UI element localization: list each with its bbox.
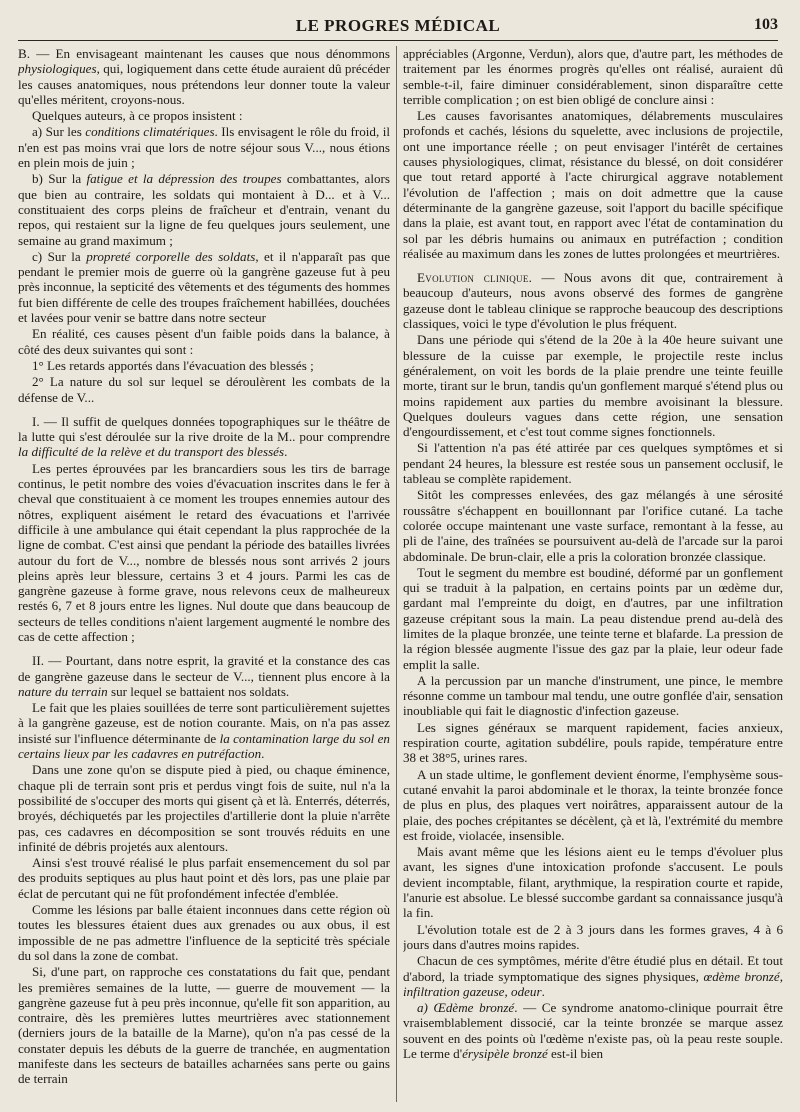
running-header <box>18 10 778 41</box>
paragraph: Quelques auteurs, à ce propos insistent : <box>32 108 243 124</box>
paragraph: Dans une période qui s'étend de la 20e à la 40e heure suivant une blessure de la cuisse par exemple, le projectile reste inclus généralement, on voit les bords de la plaie prendre une teinte feuille morte, tirant sur le brun, tandis qu'un gonflement marqué s'étend plus ou moins rapidement aux parties du membre avoisinant la blessure. Quelques douleurs vagues dans cette région, une sensation d'engourdissement, et c'est tout comme signes fonctionnels. <box>403 332 783 440</box>
list-item: 2° La nature du sol sur lequel se déroulèrent les combats de la défense de V... <box>18 374 390 405</box>
list-item: c) Sur la propreté corporelle des soldats, et il n'apparaît pas que pendant le premier mois de guerre où la gangrène gazeuse fut à peu près inconnue, la septicité des vêtements et des téguments des hommes fut bien différente de celle des troupes fraîchement habillées, douchées et lavées pour venir se battre dans notre secteur <box>18 248 390 326</box>
journal-title: LE PROGRES MÉDICAL <box>295 16 501 35</box>
paragraph: Le fait que les plaies souillées de terre sont particulièrement sujettes à la gangrène gazeuse, est de notion courante. Mais, on n'a pas assez insisté sur l'influence déterminante de la contamination large du sol en certains lieux par les cadavres en putréfaction. <box>18 700 390 762</box>
paragraph: appréciables (Argonne, Verdun), alors que, d'autre part, les méthodes de traitement par les énormes progrès qu'elles ont réalisé, auraient dû semble-t-il, faire diminuer considérablement, sinon disparaître cette terrible complication ; on est bien obligé de conclure ainsi : <box>403 46 783 107</box>
list-item: 1° Les retards apportés dans l'évacuation des blessés ; <box>32 357 314 373</box>
paragraph: Dans une zone qu'on se dispute pied à pied, ou chaque éminence, chaque pli de terrain sont pris et perdus vingt fois de suite, nul n'a la possibilité de s'occuper des morts qui gisent çà et là. Enterrés, déterrés, broyés, déchiquetés par les projectiles d'artillerie dont la pluie n'arrête pas, ces cadavres en décomposition se sont trouvés réduits en une infinité de débris projetés aux alentours. <box>18 762 390 854</box>
paragraph: A un stade ultime, le gonflement devient énorme, l'emphysème sous-cutané envahit la paroi abdominale et le thorax, la teinte bronzée fonce de plus en plus, des plaques vert noirâtres, apparaissent autour de la plaie, des poches crépitantes se décèlent, çà et là, l'extrémité du membre est froide, violacée, insensible. <box>403 766 783 843</box>
paragraph: a) Œdème bronzé. — Ce syndrome anatomo-clinique pourrait être vraisemblablement dissocié, car la teinte bronzée se marque assez souvent en des points où l'œdème n'existe pas, où la peau reste souple. Le terme d'érysipèle bronzé est-il bien <box>403 1000 783 1061</box>
paragraph: Les signes généraux se marquent rapidement, facies anxieux, respiration courte, agitation subdélire, pouls rapide, température entre 38 et 38°5, urines rares. <box>403 719 783 766</box>
paragraph: Comme les lésions par balle étaient inconnues dans cette région où toutes les blessures étaient dues aux grenades ou aux obus, il est impossible de ne pas admettre l'influence de la septicité très spéciale du sol dans la zone de combat. <box>18 902 390 963</box>
section-heading-paragraph: I. — Il suffit de quelques données topographiques sur le théâtre de la lutte qui s'est déroulée sur la rive droite de la M.. pour comprendre la difficulté de la relève et du transport des blessés. <box>18 413 390 460</box>
paragraph: Les causes favorisantes anatomiques, délabrements musculaires profonds et cachés, lésions du squelette, avec inclusions de projectile, ont une importance réelle ; on peut envisager l'intérêt de certaines causes physiologiques, climat, résistance du blessé, on doit considérer que tout retard apporté à l'acte chirurgical aggrave notablement l'évolution de l'affection ; mais on doit admettre que la cause déterminante de la gangrène gazeuse, soit l'apport du bacille spécifique dans la plaie, est avant tout, en rapport avec l'état de contamination du sol par les débris humains ou animaux en putréfaction ; condition réalisée au maximum dans les zones de luttes prolongées et meurtrières. <box>403 108 783 261</box>
list-item: a) Sur les conditions climatériques. Ils envisagent le rôle du froid, il n'en est pas moins vrai que lors de notre séjour sous V..., nous étions en plein mois de juin ; <box>18 124 390 171</box>
paragraph: Les pertes éprouvées par les brancardiers sous les tirs de barrage continus, le petit nombre des voies d'évacuation inscrites dans le fer à cheval que constituaient à ce moment les troupes ennemies autour des nôtres, expliquent aisément le retard des évacuations et l'arrivée difficile à une ambulance qui était cependant la plus rapprochée de la ligne de combat. C'est ainsi que pendant la période des batailles livrées autour du fort de V..., nombre de blessés nous sont arrivés 2 jours pleins après leur blessure, certains 3 et 4 jours. Parmi les cas de gangrène gazeuse à forme grave, nous relevons ceux de malheureux restés 6, 7 et 8 jours entre les lignes. Nul doute que dans beaucoup de secteurs de telles conditions n'aient largement augmenté le nombre des cas de cette affection ; <box>18 460 390 644</box>
paragraph: B. — En envisageant maintenant les causes que nous dénommons physiologiques, qui, logiquement dans cette étude auraient dû précéder les causes anatomiques, nous prétendons leur donner toute la valeur qu'elles méritent, croyons-nous. <box>18 46 390 107</box>
paragraph: Sitôt les compresses enlevées, des gaz mélangés à une sérosité roussâtre s'échappent en bouillonnant par l'orifice cutané. La tache colorée occupe maintenant une vaste surface, remontant à la fesse, au pli de l'aine, des traînées se poursuivent au-delà de l'arcade sur la paroi abdominale. De brun-clair, elle a pris la coloration bronzée classique. <box>403 487 783 564</box>
paragraph: Mais avant même que les lésions aient eu le temps d'évoluer plus avant, les signes d'une intoxication profonde s'accusent. Le pouls devient incomptable, filant, arythmique, la respiration courte et rapide, l'anurie est absolue. Le blessé succombe gardant sa connaissance jusqu'à la fin. <box>403 844 783 921</box>
paragraph: Si l'attention n'a pas été attirée par ces quelques symptômes et si pendant 24 heures, la blessure est restée sous un pansement occlusif, le tableau se complète rapidement. <box>403 440 783 487</box>
left-column <box>18 46 390 1104</box>
column-divider <box>396 46 397 1102</box>
paragraph: A la percussion par un manche d'instrument, une pince, le membre résonne comme un tambour mal tendu, une outre gonflée d'air, sensation inoubliable qui fait le diagnostic d'infection gazeuse. <box>403 672 783 719</box>
right-column <box>403 46 783 1104</box>
paragraph: L'évolution totale est de 2 à 3 jours dans les formes graves, 4 à 6 jours dans d'autres moins rapides. <box>403 921 783 952</box>
paragraph: Chacun de ces symptômes, mérite d'être étudié plus en détail. Et tout d'abord, la triade symptomatique des signes physiques, œdème bronzé, infiltration gazeuse, odeur. <box>403 953 783 999</box>
section-heading: Evolution clinique. <box>417 270 533 286</box>
paragraph: En réalité, ces causes pèsent d'un faible poids dans la balance, à côté des deux suivantes qui sont : <box>18 326 390 357</box>
list-item: b) Sur la fatigue et la dépression des troupes combattantes, alors que bien au contraire, les soldats qui montaient à D... et à V... constituaient des corps pleins de fraîcheur et d'entrain, venant du repos, qui restaient sur la ligne de feu quelques jours seulement, une semaine au grand maximum ; <box>18 171 390 248</box>
page-number: 103 <box>754 16 778 33</box>
paragraph: Ainsi s'est trouvé réalisé le plus parfait ensemencement du sol par des produits septiques au plus haut point et dès lors, pas une plaie par éclat de percutant qui ne fût profondément infectée d'emblée. <box>18 855 390 901</box>
paragraph: Si, d'une part, on rapproche ces constatations du fait que, pendant les premières semaines de la lutte, — guerre de mouvement — la gangrène gazeuse fut à peu près inconnue, qu'elle fit son apparition, au contraire, dès les premières luttes meurtrières avec stationnement (derniers jours de la bataille de la Marne), qu'on n'a pas cessé de la constater depuis les débuts de la guerre de tranchée, en augmentation manifeste dans les secteurs de batailles acharnées sans perte ou gains de terrain <box>18 964 390 1087</box>
section-heading-paragraph: Evolution clinique. — Nous avons dit que, contrairement à beaucoup d'auteurs, nous avons observé des formes de gangrène gazeuse dont le tableau clinique se rapproche beaucoup des descriptions classiques, voici le type d'évolution le plus fréquent. <box>403 270 783 332</box>
paragraph: Tout le segment du membre est boudiné, déformé par un gonflement qui se traduit à la palpation, en certains points par un œdème dur, gardant mal l'empreinte du doigt, en d'autres, par une infiltration gazeuse crépitant sous la main. La peau distendue prend au-delà des limites de la plaque bronzée, une teinte terne et blafarde. La pression de la région blessée augmente l'issue des gaz par la plaie, leur odeur fade emplit la salle. <box>403 564 783 672</box>
section-heading-paragraph: II. — Pourtant, dans notre esprit, la gravité et la constance des cas de gangrène gazeuse dans le secteur de V..., tiennent plus encore à la nature du terrain sur lequel se battaient nos soldats. <box>18 653 390 699</box>
